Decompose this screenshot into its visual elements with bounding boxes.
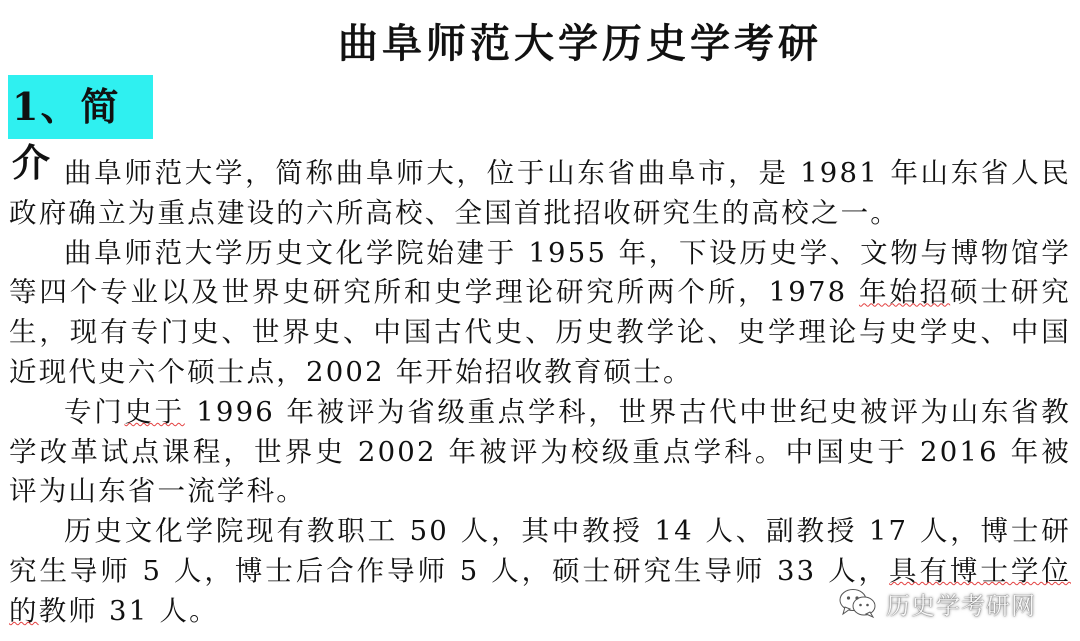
page-title: 曲阜师范大学历史学考研 (338, 20, 822, 67)
watermark-text: 历史学考研网 (886, 591, 1036, 620)
spellcheck-underline-text: 具有博士学位的 (9, 554, 1071, 627)
wechat-icon (838, 587, 878, 619)
paragraph-intro-text: 曲阜师范大学，简称曲阜师大，位于山东省曲阜市，是 1981 年山东省人民政府确立为重点建设的六所高校、全国首批招收研究生的高校之一。 (9, 157, 1071, 229)
paragraph-disciplines-text-b: 1996 年被评为省级重点学科，世界古代中世纪史被评为山东省教学改革试点课程，世界史 2002 年被评为校级重点学科。中国史于 2016 年被评为山东省一流学科。 (9, 395, 1071, 508)
watermark (838, 585, 1036, 621)
paragraph-history-text-b: 硕士研究生，现有专门史、世界史、中国古代史、历史教学论、史学理论与史学史、中国近现代史六个硕士点，2002 年开始招收教育硕士。 (9, 276, 1071, 388)
spellcheck-underline-text: 史于 (124, 395, 185, 428)
paragraph-intro (9, 154, 1071, 234)
document-body (9, 154, 1071, 632)
paragraph-history (9, 234, 1071, 393)
spellcheck-underline-text: 年始招 (858, 276, 951, 309)
paragraph-faculty-text-a: 历史文化学院现有教职工 50 人，其中教授 14 人、副教授 17 人，博士研究生导师 5 人，博士后合作导师 5 人，硕士研究生导师 33 人， (9, 515, 1071, 587)
paragraph-disciplines-text-a: 专门 (64, 395, 125, 428)
paragraph-history-text-a: 曲阜师范大学历史文化学院始建于 1955 年，下设历史学、文物与博物馆学等四个专业以及世界史研究所和史学理论研究所两个所，1978 (9, 236, 1071, 309)
section-heading-highlight (8, 75, 153, 185)
paragraph-faculty-text-b: 教师 31 人。 (38, 594, 219, 627)
paragraph-disciplines (9, 393, 1071, 512)
section-heading: 1、简介 (12, 84, 121, 185)
